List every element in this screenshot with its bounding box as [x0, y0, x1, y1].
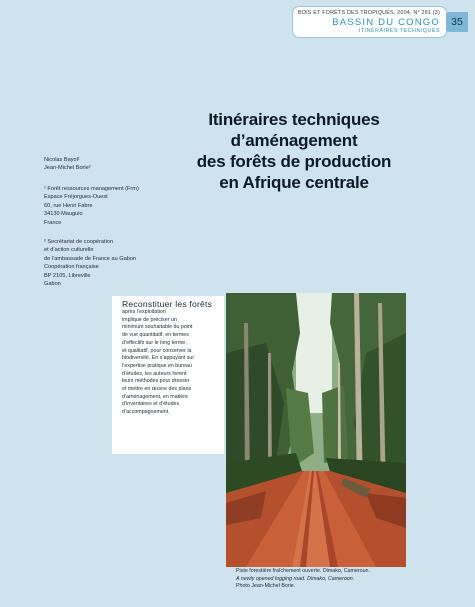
abstract-line: de vue quantitatif, en termes: [122, 332, 189, 339]
affiliation-line: et d’action culturelle: [44, 247, 94, 254]
subsection-title: ITINÉRAIRES TECHNIQUES: [358, 28, 440, 34]
affiliation-line: ¹ Forêt ressources management (Frm): [44, 186, 139, 192]
abstract-line: l’expertise pratique en bureau: [122, 362, 192, 369]
affiliation-line: BP 2105, Libreville: [44, 272, 91, 279]
caption-french: Piste forestière fraîchement ouverte. Dimako, Cameroun.: [236, 568, 370, 574]
affiliation-line: ² Secrétariat de coopération: [44, 239, 114, 245]
abstract-line: et qualitatif, pour conserver la: [122, 347, 192, 354]
abstract-line: après l’exploitation: [122, 309, 166, 315]
abstract-line: d’effectifs sur le long terme,: [122, 339, 187, 346]
title-line: Itinéraires techniques: [208, 110, 380, 129]
section-title: BASSIN DU CONGO: [332, 17, 440, 28]
title-line: des forêts de production: [196, 152, 392, 171]
abstract-text: [122, 300, 226, 417]
abstract-line: et mettre en œuvre des plans: [122, 386, 192, 393]
affiliation-2: [44, 238, 136, 288]
affiliation-line: 60, rue Henri Fabre: [44, 202, 93, 209]
title-line: en Afrique centrale: [219, 173, 369, 192]
photo-caption: [236, 568, 408, 591]
abstract-line: minimum souhaitable du point: [122, 324, 193, 331]
author-name: Nicolas Bayol¹: [44, 157, 80, 163]
abstract-line: biodiversité. En s’appuyant sur: [122, 355, 195, 362]
photo-credit: Photo Jean-Michel Borie.: [236, 583, 296, 590]
author-list: [44, 156, 91, 172]
abstract-box: [112, 296, 224, 454]
abstract-line: d’accompagnement.: [122, 409, 170, 416]
forest-road-photo: [226, 293, 406, 567]
caption-english: A newly opened logging road. Dimako, Cameroon.: [236, 575, 355, 582]
affiliation-line: Espace Fréjorgues-Ouest: [44, 194, 108, 201]
abstract-line: d’inventaires et d’études: [122, 401, 180, 408]
abstract-lead: Reconstituer les forêts: [122, 299, 213, 309]
affiliation-line: de l’ambassade de France au Gabon: [44, 255, 137, 262]
title-line: d’aménagement: [230, 131, 358, 150]
abstract-line: implique de préciser un: [122, 316, 177, 323]
affiliation-line: Coopération française: [44, 264, 99, 271]
abstract-line: d’études, les auteurs livrent: [122, 370, 187, 377]
affiliation-line: 34130 Mauguio: [44, 211, 83, 218]
abstract-line: leurs méthodes pour dresser: [122, 378, 190, 385]
running-header: [292, 6, 447, 38]
affiliation-1: [44, 185, 139, 227]
page-number: 35: [446, 12, 468, 32]
journal-reference: BOIS ET FORÊTS DES TROPIQUES, 2004, N° 281 (3): [297, 10, 440, 16]
abstract-line: d’aménagement, en matière: [122, 393, 188, 400]
author-name: Jean-Michel Borie²: [44, 165, 91, 172]
article-title: [150, 109, 438, 193]
affiliation-line: France: [44, 219, 62, 226]
affiliation-line: Gabon: [44, 281, 61, 288]
